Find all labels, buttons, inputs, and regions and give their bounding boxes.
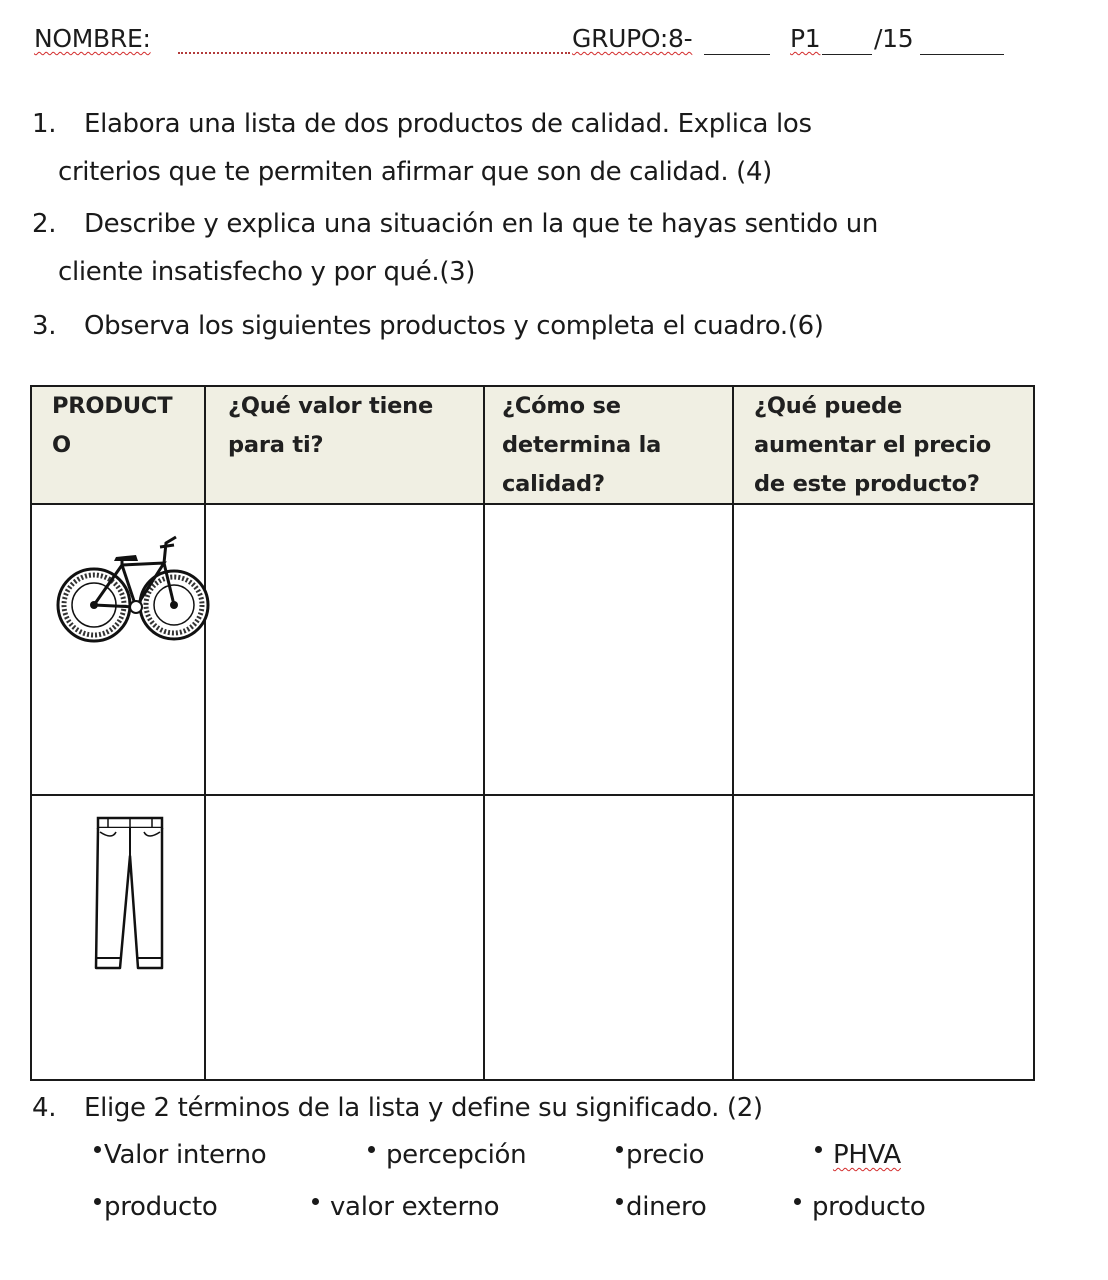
question-number: 3. (32, 311, 57, 341)
pants-icon (90, 808, 170, 978)
term-item: percepción (368, 1140, 526, 1170)
grupo-label: GRUPO:8- (572, 24, 693, 53)
answer-cell[interactable] (485, 796, 732, 1079)
term-item: PHVA (815, 1140, 901, 1170)
answer-cell[interactable] (734, 796, 1033, 1079)
question-3 (32, 302, 1092, 352)
p1-label: P1 (790, 24, 821, 53)
question-number: 2. (32, 209, 57, 239)
term-item: producto (94, 1192, 218, 1222)
question-4 (32, 1084, 1092, 1134)
bicycle-icon (52, 527, 212, 647)
term-item: precio (616, 1140, 704, 1170)
bullet-icon (368, 1146, 375, 1153)
pants-cell (32, 796, 204, 1079)
header-valor: ¿Qué valor tiene para ti? (228, 393, 434, 458)
bullet-icon (815, 1146, 822, 1153)
question-number: 1. (32, 109, 57, 139)
question-number: 4. (32, 1093, 57, 1123)
nombre-blank[interactable] (178, 52, 570, 54)
product-table (30, 385, 1035, 1081)
term-item: dinero (616, 1192, 706, 1222)
bullet-icon (94, 1198, 101, 1205)
bullet-icon (794, 1198, 801, 1205)
term-item: valor externo (312, 1192, 499, 1222)
score-blank[interactable] (920, 54, 1004, 55)
question-text: Elabora una lista de dos productos de calidad. Explica los (84, 109, 812, 139)
question-text: Elige 2 términos de la lista y define su significado. (2) (84, 1093, 763, 1123)
bullet-icon (94, 1146, 101, 1153)
question-2 (32, 200, 1092, 300)
nombre-label: NOMBRE: (34, 24, 151, 53)
term-item: producto (794, 1192, 925, 1222)
answer-cell[interactable] (206, 505, 483, 794)
header-calidad: ¿Cómo se determina la calidad? (502, 393, 662, 497)
question-text: Describe y explica una situación en la que te hayas sentido un (84, 209, 879, 239)
score-label: /15 (874, 24, 914, 53)
bullet-icon (312, 1198, 319, 1205)
bicycle-cell (32, 505, 204, 794)
answer-cell[interactable] (206, 796, 483, 1079)
question-1 (32, 100, 1092, 200)
answer-cell[interactable] (485, 505, 732, 794)
bullet-icon (616, 1198, 623, 1205)
header-precio: ¿Qué puede aumentar el precio de este producto? (754, 393, 991, 497)
question-text: Observa los siguientes productos y completa el cuadro.(6) (84, 311, 824, 341)
bullet-icon (616, 1146, 623, 1153)
answer-cell[interactable] (734, 505, 1033, 794)
grupo-blank[interactable] (704, 54, 770, 55)
term-item: Valor interno (94, 1140, 266, 1170)
p1-blank (822, 54, 872, 55)
header-producto: PRODUCT O (52, 393, 173, 458)
question-text-line2: criterios que te permiten afirmar que son de calidad. (4) (58, 157, 772, 187)
question-text-line2: cliente insatisfecho y por qué.(3) (58, 257, 476, 287)
